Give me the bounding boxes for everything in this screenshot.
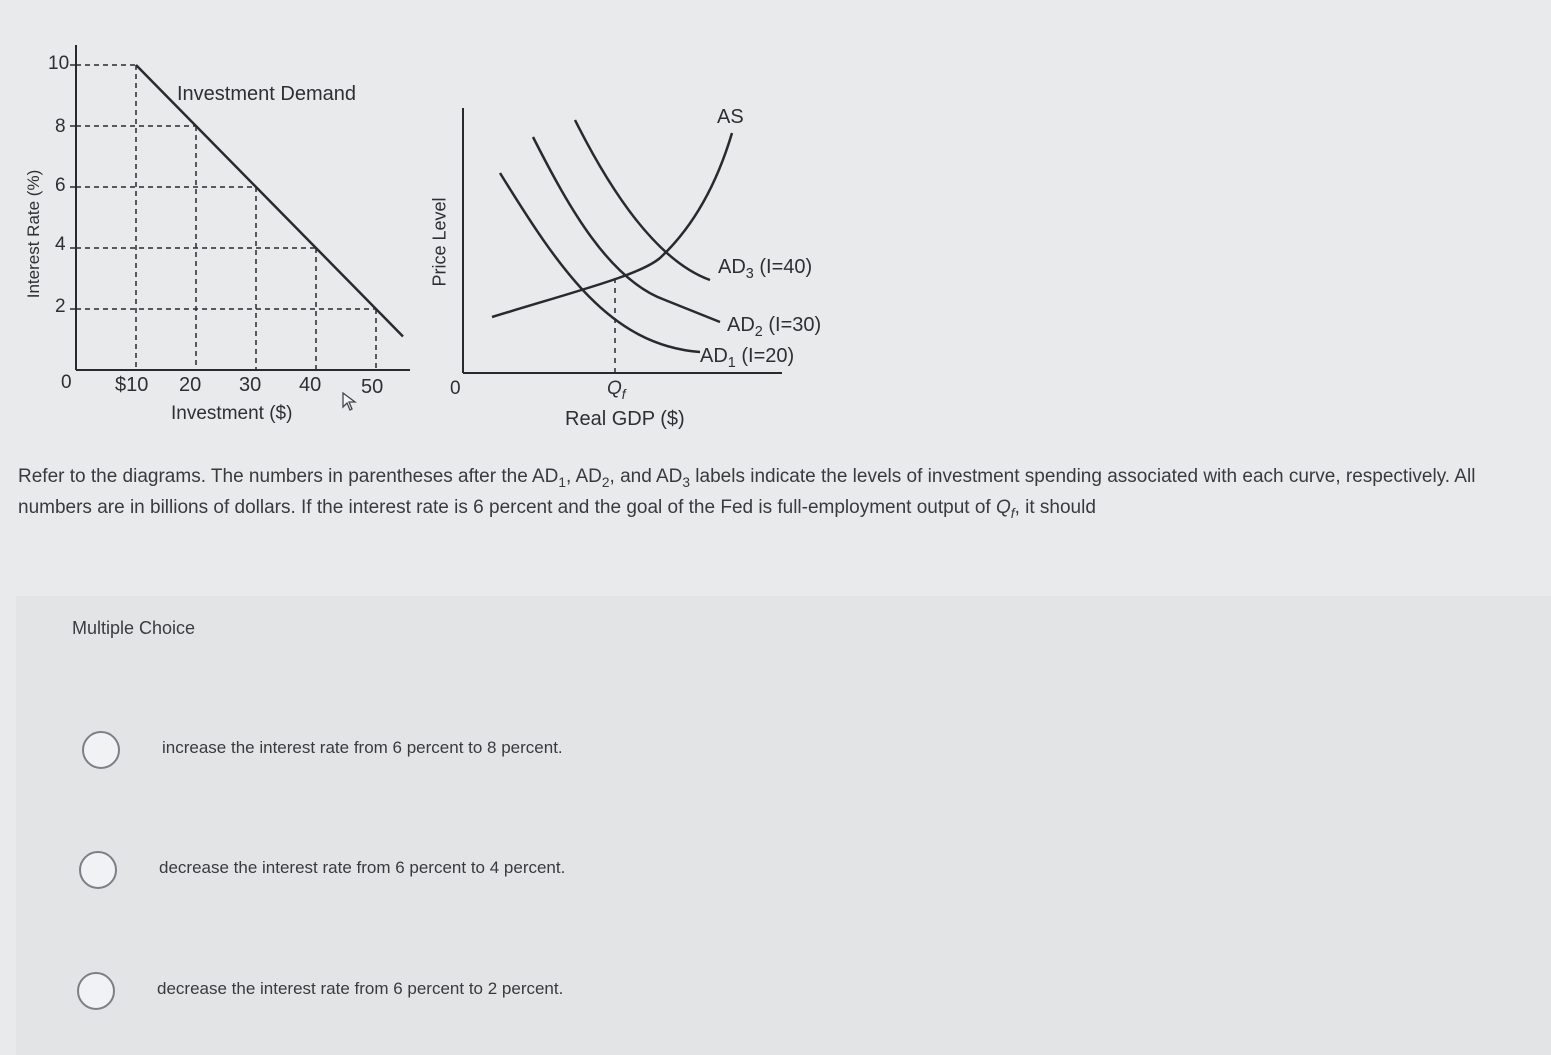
question-qf [995,497,1015,521]
inv-x-tick-30: 30 [239,374,262,396]
as-curve [492,133,732,317]
ad1-note: (I=20) [735,345,795,367]
qf-label [607,378,626,400]
inv-origin-label: 0 [61,372,72,393]
answer-option-text: decrease the interest rate from 6 percent to 2 percent. [157,979,564,998]
answer-option-3[interactable] [77,972,637,1012]
inv-x-tick-50: 50 [361,376,384,398]
question-part-3: , and AD [609,466,683,487]
question-part-2: , AD [566,466,602,487]
ad1-name: AD [700,345,728,367]
inv-y-tick-4: 4 [55,234,66,255]
ad2-curve [533,137,720,322]
ad3-subscript: 3 [745,266,754,283]
inv-y-axis-label: Interest Rate (%) [24,169,43,299]
investment-demand-label: Investment Demand [177,83,356,105]
ad1-label [700,345,795,372]
as-label: AS [717,106,744,128]
ad2-label [727,314,822,341]
qf-subscript: f [621,386,626,402]
qf-letter: Q [607,378,622,399]
ad2-note: (I=30) [762,314,822,336]
inv-y-tick-8: 8 [55,116,66,137]
inv-y-tick-6: 6 [55,175,66,196]
question-part-1: Refer to the diagrams. The numbers in parentheses after the AD [18,466,559,487]
ad2-name: AD [727,314,755,336]
radio-button-icon[interactable] [79,851,117,889]
ad3-name: AD [718,256,746,278]
question-part-4: labels indicate the levels of investment spending associated with each curve, respectively. All numbers are in billions of dollars. If the interest rate is 6 percent and the goal of the Fed is full-employment output of [18,466,1476,518]
ad3-note: (I=40) [753,256,813,278]
question-part-5: , it should [1014,497,1096,518]
inv-x-tick-40: 40 [299,374,322,396]
inv-x-tick-20: 20 [179,374,202,396]
question-qf-subscript: f [1010,505,1015,521]
ad1-curve [500,173,700,352]
ad1-subscript: 1 [727,355,736,372]
multiple-choice-title: Multiple Choice [72,618,196,638]
ad3-label [718,256,813,283]
macro-y-axis-label: Price Level [429,197,450,287]
inv-y-tick-2: 2 [55,296,66,317]
ad3-curve [575,120,710,280]
answer-option-1[interactable] [82,731,642,771]
inv-y-tick-10: 10 [48,53,70,74]
answer-option-2[interactable] [79,851,639,891]
question-sub-1: 1 [558,474,566,490]
question-text [18,462,1518,524]
answer-option-text: decrease the interest rate from 6 percent to 4 percent. [159,858,566,877]
macro-origin-label: 0 [450,378,461,399]
radio-button-icon[interactable] [77,972,115,1010]
question-qf-letter: Q [995,497,1011,518]
ad2-subscript: 2 [754,324,763,341]
question-sub-3: 3 [682,474,691,490]
macro-x-axis-label: Real GDP ($) [565,408,685,430]
question-sub-2: 2 [601,474,610,490]
inv-x-tick-10: $10 [115,374,149,396]
answer-option-text: increase the interest rate from 6 percent to 8 percent. [162,738,563,757]
inv-x-axis-label: Investment ($) [171,403,293,424]
radio-button-icon[interactable] [82,731,120,769]
